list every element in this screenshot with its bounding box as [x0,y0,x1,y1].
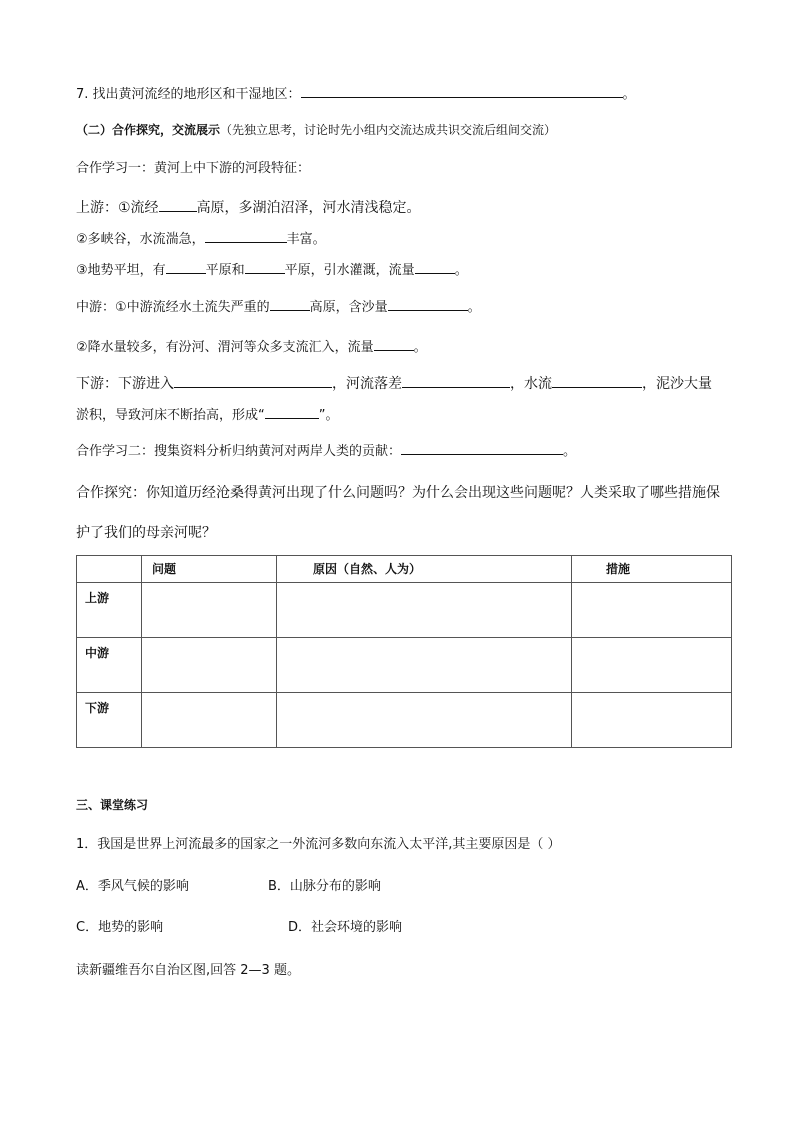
question-7-end: 。 [622,87,636,102]
answer-blank[interactable] [374,337,414,351]
question-7-label: 7. 找出黄河流经的地形区和干湿地区： [76,87,301,102]
upper-text: ②多峡谷，水流湍急， [76,232,205,247]
table-cell[interactable] [572,693,732,748]
answer-blank[interactable] [166,260,206,274]
option-b[interactable]: B．山脉分布的影响 [268,879,381,894]
answer-blank[interactable] [159,198,197,212]
answer-blank[interactable] [270,297,310,311]
table-cell[interactable] [277,583,572,638]
answer-blank[interactable] [402,374,510,388]
table-cell[interactable] [572,583,732,638]
answer-blank[interactable] [388,297,468,311]
lower-line-2 [76,405,339,425]
table-cell[interactable] [142,638,277,693]
upper-text: 平原和 [205,263,245,278]
upper-line-3 [76,260,468,280]
section-3-title: 三、课堂练习 [76,798,149,812]
table-cell[interactable] [142,693,277,748]
upper-text: 高原，多湖泊沼泽，河水清浅稳定。 [196,200,421,216]
upper-text: ③地势平坦，有 [76,263,166,278]
option-a[interactable]: A．季风气候的影响 [76,879,189,894]
middle-line-1 [76,297,481,317]
header-cell-blank [77,556,142,583]
coop-heading [76,121,556,139]
river-problem-table [76,555,732,748]
table-cell[interactable] [277,693,572,748]
table-row [77,693,732,748]
table-cell[interactable] [142,583,277,638]
answer-blank[interactable] [265,405,319,419]
option-c[interactable]: C．地势的影响 [76,920,164,935]
header-cell-cause: 原因（自然、人为） [277,556,572,583]
table-row [77,638,732,693]
table-row [77,583,732,638]
lower-line-1 [76,374,712,393]
answer-blank[interactable] [415,260,455,274]
row-label-upper: 上游 [77,583,142,638]
upper-text: 。 [454,263,468,278]
middle-text: 中游：①中游流经水土流失严重的 [76,300,270,315]
upper-text: 平原，引水灌溉，流量 [284,263,415,278]
middle-text: 。 [413,340,427,355]
lower-text: 淤积，导致河床不断抬高，形成“ [76,408,265,423]
middle-text: 。 [467,300,481,315]
explore-line-2: 护了我们的母亲河呢？ [76,525,216,541]
answer-blank[interactable] [552,374,642,388]
question-7 [76,84,636,104]
header-cell-measure: 措施 [572,556,732,583]
lower-text: ，水流 [510,376,552,392]
coop2-end: 。 [563,444,577,459]
coop-heading-note: （先独立思考，讨论时先小组内交流达成共识交流后组间交流） [220,123,557,137]
upper-line-2 [76,229,326,249]
upper-line-1 [76,198,421,217]
upper-text: 丰富。 [286,232,326,247]
upper-text: 上游：①流经 [76,200,159,216]
lower-text: ，泥沙大量 [642,376,712,392]
answer-blank[interactable] [205,229,287,243]
middle-line-2 [76,337,427,357]
table-cell[interactable] [572,638,732,693]
middle-text: ②降水量较多，有汾河、渭河等众多支流汇入，流量 [76,340,374,355]
row-label-lower: 下游 [77,693,142,748]
lower-text: ”。 [318,408,339,423]
lower-text: 下游：下游进入 [76,376,174,392]
answer-blank[interactable] [174,374,332,388]
header-cell-problem: 问题 [142,556,277,583]
lower-text: ，河流落差 [332,376,402,392]
middle-text: 高原，含沙量 [309,300,388,315]
coop-heading-bold: （二）合作探究，交流展示 [76,123,221,137]
option-d[interactable]: D．社会环境的影响 [288,920,403,935]
explore-line-1: 合作探究：你知道历经沧桑得黄河出现了什么问题吗？为什么会出现这些问题呢？人类采取了哪些措施保 [76,485,720,501]
question-1-stem: 1．我国是世界上河流最多的国家之一外流河多数向东流入太平洋,其主要原因是（ ） [76,837,561,852]
answer-blank[interactable] [401,441,563,455]
map-intro: 读新疆维吾尔自治区图,回答 2—3 题。 [76,963,300,978]
answer-blank[interactable] [301,84,623,98]
table-cell[interactable] [277,638,572,693]
coop1-title: 合作学习一：黄河上中下游的河段特征： [76,161,311,176]
table-header-row [77,556,732,583]
coop2-line [76,441,576,461]
coop2-label: 合作学习二：搜集资料分析归纳黄河对两岸人类的贡献： [76,444,402,459]
answer-blank[interactable] [245,260,285,274]
row-label-middle: 中游 [77,638,142,693]
